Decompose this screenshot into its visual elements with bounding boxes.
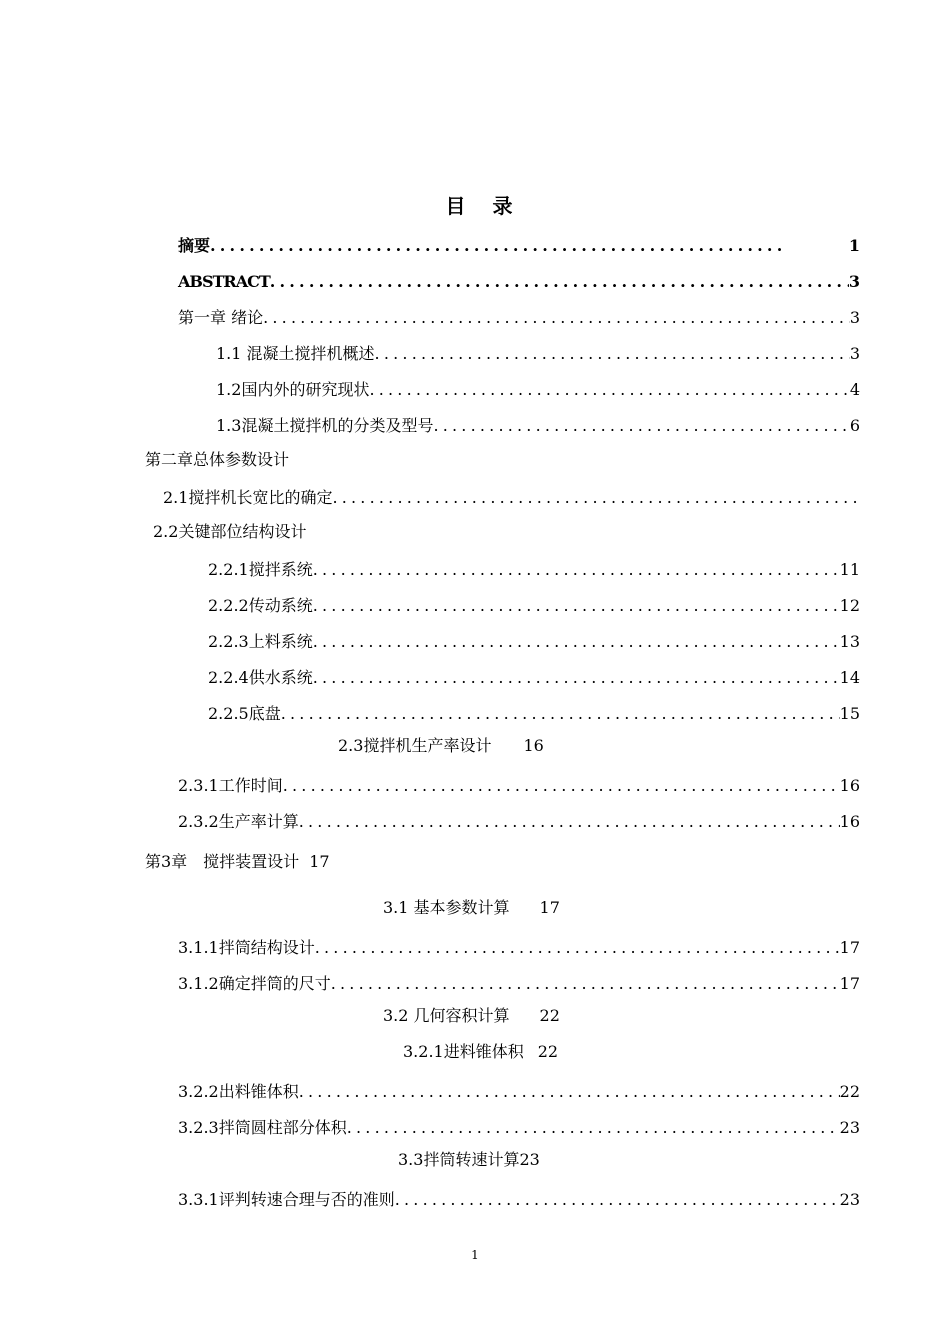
toc-entry-label: 3.3拌筒转速计算 xyxy=(398,1150,520,1169)
toc-leader-dots xyxy=(332,488,857,508)
toc-entry-page: 12 xyxy=(839,596,860,615)
toc-leader-dots xyxy=(375,344,850,364)
toc-entry-page: 1 xyxy=(848,236,860,255)
toc-leader-dots xyxy=(313,560,840,580)
toc-entry-page: 22 xyxy=(537,1042,559,1061)
toc-entry-chapter-2[interactable]: 第二章总体参数设计 xyxy=(145,450,290,469)
toc-entry-3-2-1[interactable] xyxy=(403,1042,558,1062)
toc-entry-2-3-1[interactable] xyxy=(178,772,860,796)
toc-entry-label: 2.2.5底盘 xyxy=(208,704,281,723)
toc-entry-page: 3 xyxy=(849,344,860,363)
toc-entry-1-3[interactable] xyxy=(216,412,860,436)
toc-entry-page: 23 xyxy=(839,1118,860,1137)
toc-entry-page: 23 xyxy=(519,1150,540,1169)
toc-entry-3-1-2[interactable] xyxy=(178,970,860,994)
toc-entry-label: 3.2 几何容积计算 xyxy=(383,1006,510,1025)
toc-entry-page: 15 xyxy=(839,704,860,723)
toc-entry-label: 3.1 基本参数计算 xyxy=(383,898,510,917)
toc-leader-dots xyxy=(299,812,840,832)
toc-entry-label: 第一章 绪论 xyxy=(178,308,264,327)
toc-entry-page: 3 xyxy=(849,308,860,327)
toc-entry-label: ABSTRACT xyxy=(178,272,270,291)
toc-leader-dots xyxy=(281,704,840,724)
toc-entry-abstract-en[interactable] xyxy=(178,268,860,292)
toc-entry-2-2-3[interactable] xyxy=(208,628,860,652)
toc-leader-dots xyxy=(263,308,850,328)
toc-entry-page: 6 xyxy=(849,416,860,435)
toc-entry-label: 3.1.2确定拌筒的尺寸 xyxy=(178,974,331,993)
toc-entry-label: 3.2.1进料锥体积 xyxy=(403,1042,524,1061)
toc-entry-page: 3 xyxy=(848,272,860,291)
toc-entry-label: 2.3搅拌机生产率设计 xyxy=(338,736,492,755)
toc-entry-page: 17 xyxy=(839,974,860,993)
toc-entry-page: 23 xyxy=(839,1190,860,1209)
toc-leader-dots xyxy=(369,380,849,400)
toc-entry-abstract-cn[interactable] xyxy=(178,232,860,256)
toc-entry-2-2-5[interactable] xyxy=(208,700,860,724)
toc-entry-page: 16 xyxy=(839,776,860,795)
toc-entry-label: 2.2.4供水系统 xyxy=(208,668,313,687)
toc-title: 目 录 xyxy=(445,194,523,218)
toc-entry-chapter-3[interactable] xyxy=(145,852,330,872)
toc-entry-page: 11 xyxy=(839,560,860,579)
toc-entry-2-2-4[interactable] xyxy=(208,664,860,688)
toc-entry-page: 17 xyxy=(309,852,330,871)
toc-entry-page: 17 xyxy=(839,938,860,957)
toc-leader-dots xyxy=(313,668,840,688)
toc-entry-label: 1.2国内外的研究现状 xyxy=(216,380,370,399)
toc-entry-chapter-1[interactable] xyxy=(178,304,860,328)
toc-entry-label: 1.1 混凝土搅拌机概述 xyxy=(216,344,375,363)
toc-entry-3-3-1[interactable] xyxy=(178,1186,860,1210)
page-number-footer: 1 xyxy=(471,1248,479,1262)
toc-entry-label: 2.3.2生产率计算 xyxy=(178,812,299,831)
toc-leader-dots xyxy=(433,416,849,436)
toc-leader-dots xyxy=(347,1118,840,1138)
toc-entry-3-2[interactable] xyxy=(383,1006,560,1026)
toc-entry-page: 14 xyxy=(839,668,860,687)
toc-leader-dots xyxy=(299,1082,840,1102)
toc-entry-3-2-3[interactable] xyxy=(178,1114,860,1138)
toc-entry-page: 13 xyxy=(839,632,860,651)
toc-entry-2-1[interactable] xyxy=(163,484,857,508)
toc-leader-dots xyxy=(313,596,840,616)
toc-leader-dots xyxy=(395,1190,840,1210)
toc-entry-label: 摘要 xyxy=(178,236,211,255)
toc-entry-label: 3.2.2出料锥体积 xyxy=(178,1082,299,1101)
toc-entry-page: 22 xyxy=(539,1006,560,1025)
toc-entry-3-2-2[interactable] xyxy=(178,1078,860,1102)
toc-entry-label: 2.2.2传动系统 xyxy=(208,596,313,615)
toc-entry-label: 3.2.3拌筒圆柱部分体积 xyxy=(178,1118,347,1137)
toc-leader-dots xyxy=(313,632,840,652)
toc-entry-label: 第3章 搅拌装置设计 xyxy=(145,852,300,871)
toc-leader-dots xyxy=(331,974,840,994)
toc-entry-label: 2.2.1搅拌系统 xyxy=(208,560,313,579)
toc-entry-1-1[interactable] xyxy=(216,340,860,364)
toc-entry-page: 17 xyxy=(539,898,560,917)
toc-leader-dots xyxy=(210,236,784,256)
toc-entry-3-3[interactable] xyxy=(398,1150,540,1170)
toc-entry-3-1[interactable] xyxy=(383,898,560,918)
toc-entry-label: 2.3.1工作时间 xyxy=(178,776,283,795)
toc-entry-page: 16 xyxy=(523,736,544,755)
toc-entry-2-3[interactable] xyxy=(338,736,544,756)
toc-leader-dots xyxy=(270,272,849,292)
toc-entry-2-2-1[interactable] xyxy=(208,556,860,580)
toc-entry-label: 2.2.3上料系统 xyxy=(208,632,313,651)
toc-entry-label: 1.3混凝土搅拌机的分类及型号 xyxy=(216,416,434,435)
toc-entry-page: 4 xyxy=(849,380,860,399)
toc-entry-1-2[interactable] xyxy=(216,376,860,400)
toc-entry-page: 16 xyxy=(839,812,860,831)
toc-entry-label: 3.3.1评判转速合理与否的准则 xyxy=(178,1190,395,1209)
toc-entry-2-3-2[interactable] xyxy=(178,808,860,832)
toc-entry-label: 2.1搅拌机长宽比的确定 xyxy=(163,488,333,507)
toc-leader-dots xyxy=(283,776,840,796)
toc-leader-dots xyxy=(315,938,840,958)
toc-entry-3-1-1[interactable] xyxy=(178,934,860,958)
toc-entry-2-2-2[interactable] xyxy=(208,592,860,616)
toc-entry-page: 22 xyxy=(839,1082,860,1101)
toc-entry-label: 3.1.1拌筒结构设计 xyxy=(178,938,315,957)
toc-entry-2-2[interactable]: 2.2关键部位结构设计 xyxy=(153,522,307,541)
